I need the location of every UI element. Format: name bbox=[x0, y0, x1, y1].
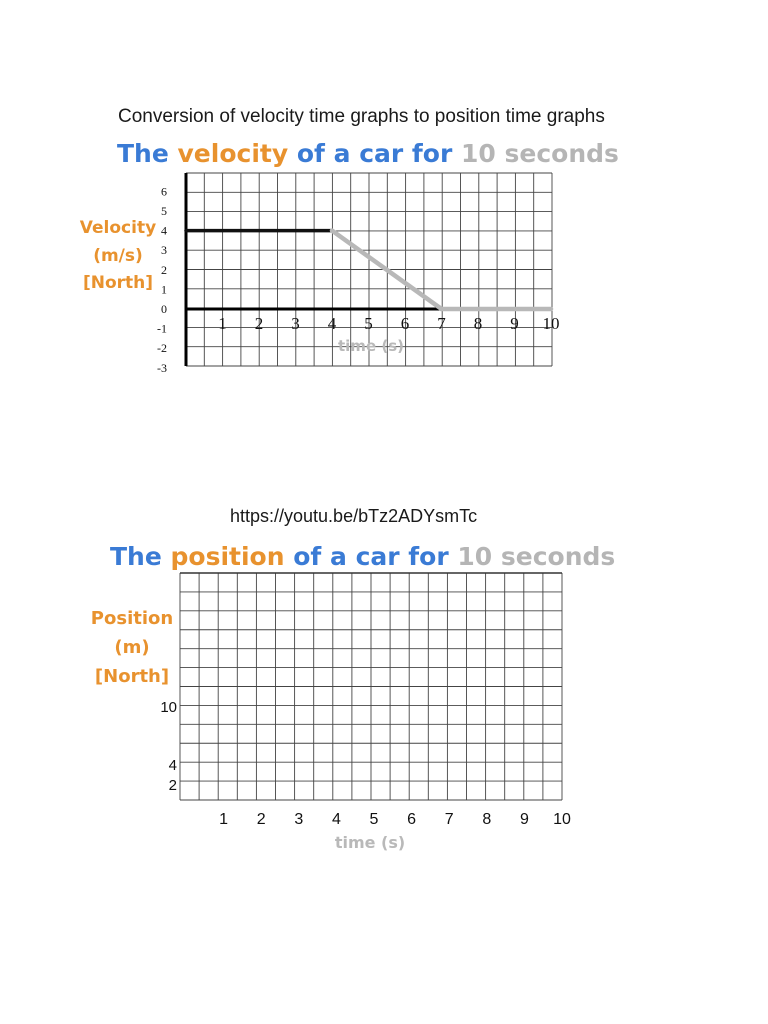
position-chart-title-part-1: The bbox=[110, 542, 171, 571]
velocity-y-axis-title-line-1: Velocity bbox=[79, 218, 157, 238]
velocity-y-tick-label: 4 bbox=[161, 223, 167, 238]
velocity-x-tick-label: 2 bbox=[254, 314, 264, 333]
position-y-tick-label: 2 bbox=[168, 777, 177, 794]
velocity-x-tick-label: 9 bbox=[510, 314, 519, 333]
velocity-chart-title-part-4: 10 seconds bbox=[461, 139, 619, 168]
velocity-y-axis-title-line-3: [North] bbox=[82, 273, 154, 293]
position-y-axis-title-line-2: (m) bbox=[114, 637, 150, 658]
velocity-x-tick-label: 6 bbox=[400, 314, 410, 333]
position-x-tick-label: 4 bbox=[331, 811, 341, 828]
velocity-y-ticks bbox=[157, 184, 167, 374]
position-chart-title-part-4: 10 seconds bbox=[457, 542, 616, 571]
position-y-tick-label: 4 bbox=[168, 757, 177, 774]
velocity-y-tick-label: -3 bbox=[157, 360, 167, 375]
video-link[interactable]: https://youtu.be/bTz2ADYsmTc bbox=[230, 506, 478, 526]
velocity-chart-title bbox=[117, 139, 619, 168]
velocity-y-tick-label: 6 bbox=[161, 184, 167, 199]
position-y-axis-title-line-1: Position bbox=[90, 608, 174, 629]
velocity-chart-title-part-1: The bbox=[117, 139, 178, 168]
velocity-y-axis-title-line-2: (m/s) bbox=[93, 246, 143, 266]
velocity-x-tick-label: 1 bbox=[218, 314, 227, 333]
position-x-ticks bbox=[219, 811, 571, 828]
position-chart-title-part-3: of a car for bbox=[284, 542, 458, 571]
velocity-x-tick-label: 4 bbox=[327, 314, 337, 333]
velocity-x-axis-title: time (s) bbox=[338, 337, 404, 355]
velocity-x-tick-label: 3 bbox=[291, 314, 300, 333]
velocity-y-tick-label: -2 bbox=[157, 341, 167, 356]
position-y-tick-label: 10 bbox=[160, 699, 177, 716]
position-y-axis-title-line-3: [North] bbox=[94, 666, 170, 687]
position-grid bbox=[180, 573, 562, 800]
position-x-tick-label: 8 bbox=[482, 811, 492, 828]
velocity-y-tick-label: 2 bbox=[161, 262, 167, 277]
velocity-y-tick-label: 0 bbox=[161, 302, 167, 316]
position-x-tick-label: 2 bbox=[256, 811, 266, 828]
velocity-y-tick-label: 5 bbox=[161, 204, 167, 218]
velocity-x-tick-label: 8 bbox=[473, 314, 483, 333]
velocity-x-tick-label: 7 bbox=[437, 314, 446, 333]
position-x-tick-label: 9 bbox=[519, 811, 529, 828]
position-chart-title bbox=[110, 542, 615, 571]
velocity-y-tick-label: 1 bbox=[161, 282, 167, 297]
velocity-chart-title-part-2: velocity bbox=[177, 139, 289, 168]
position-x-tick-label: 10 bbox=[553, 811, 571, 828]
velocity-x-ticks bbox=[218, 314, 559, 333]
position-x-axis-title: time (s) bbox=[334, 833, 406, 852]
position-x-tick-label: 6 bbox=[407, 811, 417, 828]
position-y-ticks bbox=[160, 699, 177, 794]
position-chart-title-part-2: position bbox=[170, 542, 285, 571]
velocity-x-tick-label: 5 bbox=[364, 314, 373, 333]
velocity-y-tick-label: -1 bbox=[157, 321, 167, 336]
position-x-tick-label: 5 bbox=[369, 811, 379, 828]
position-x-tick-label: 7 bbox=[444, 811, 454, 828]
velocity-x-tick-label: 10 bbox=[542, 314, 560, 333]
velocity-chart-title-part-3: of a car for bbox=[288, 139, 461, 168]
position-x-tick-label: 3 bbox=[294, 811, 304, 828]
document-heading: Conversion of velocity time graphs to position time graphs bbox=[118, 106, 605, 127]
position-x-tick-label: 1 bbox=[219, 811, 229, 828]
velocity-y-tick-label: 3 bbox=[161, 243, 167, 258]
